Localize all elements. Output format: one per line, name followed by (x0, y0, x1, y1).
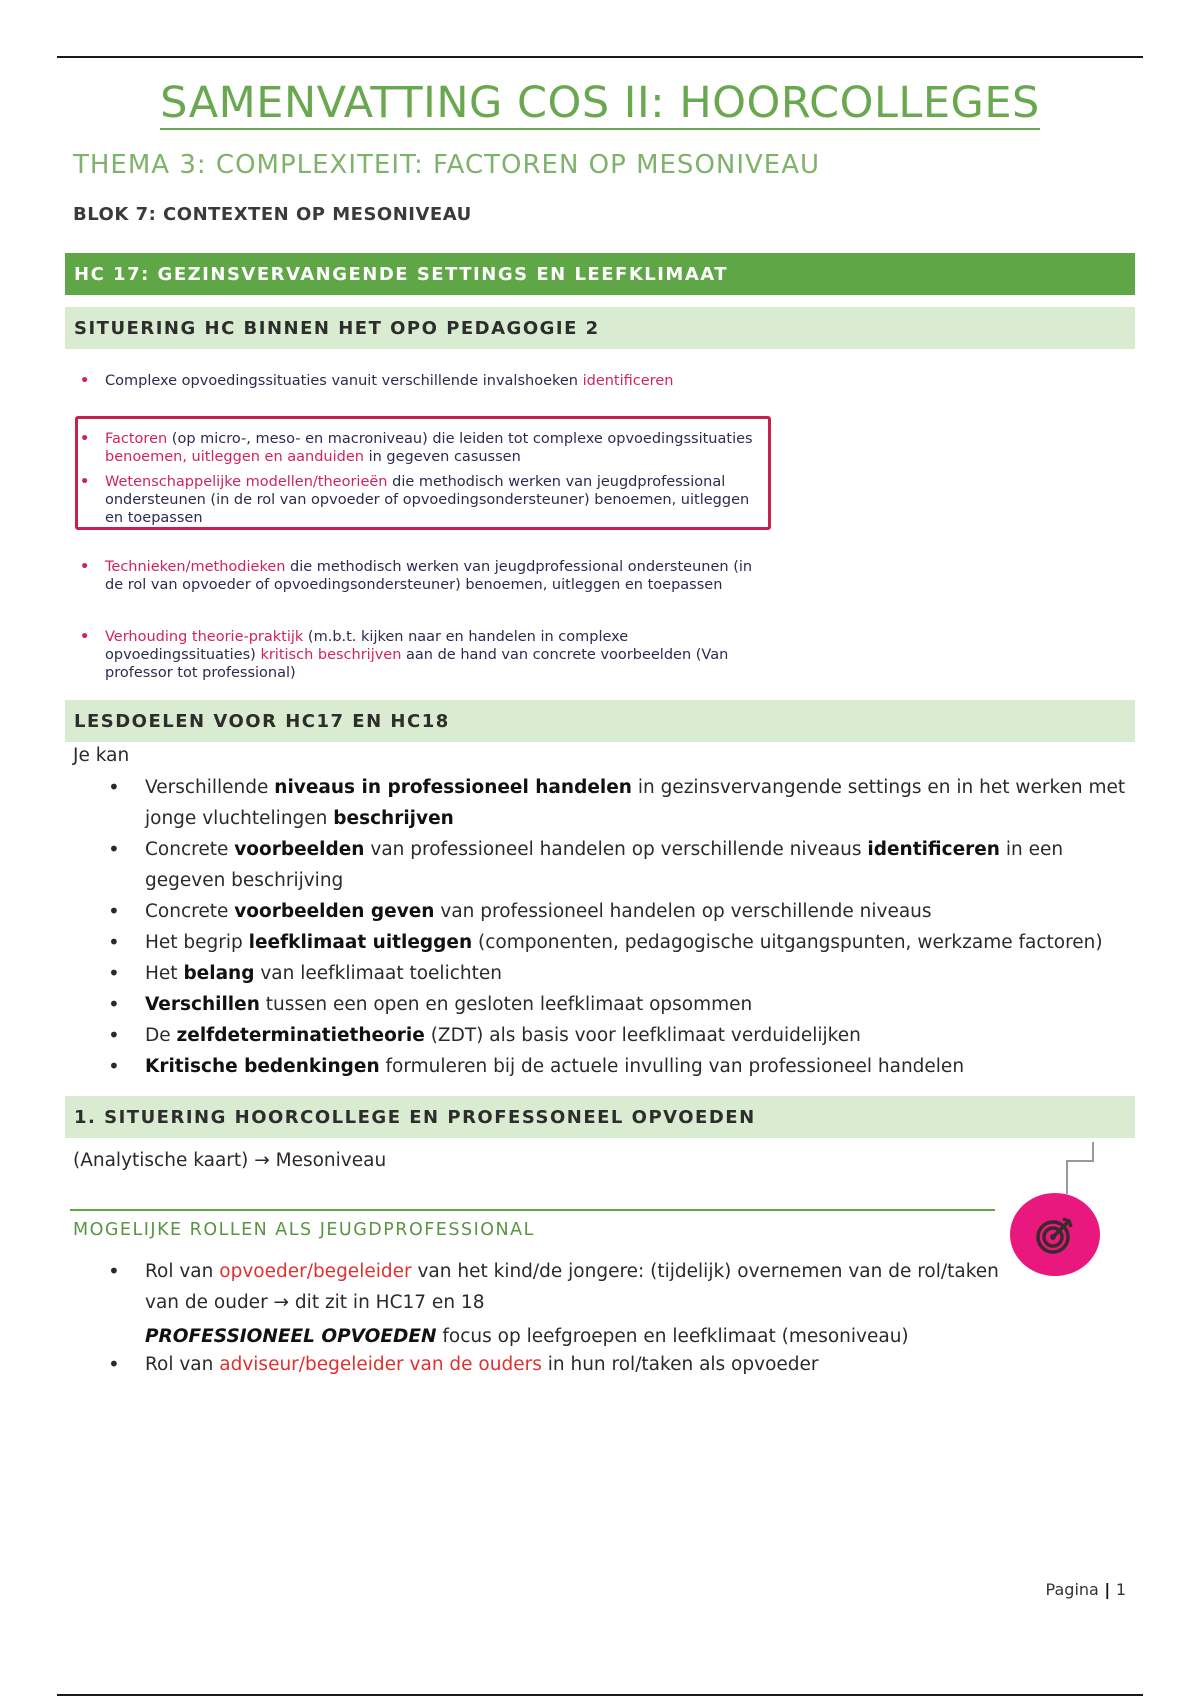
connector-line (1066, 1160, 1094, 1162)
thema-heading: THEMA 3: COMPLEXITEIT: FACTOREN OP MESONIVEAU (73, 150, 821, 180)
target-icon (1010, 1193, 1100, 1276)
rollen-list (100, 1256, 1000, 1318)
lesdoelen-header: LESDOELEN VOOR HC17 EN HC18 (65, 700, 1135, 742)
list-item: • Verschillende niveaus in professioneel handelen in gezinsvervangende settings en in het werken met jonge vluchtelingen beschrijven (100, 772, 1130, 834)
lesdoelen-list (100, 772, 1130, 1082)
top-rule (57, 56, 1143, 58)
situering-header: SITUERING HC BINNEN HET OPO PEDAGOGIE 2 (65, 307, 1135, 349)
situering-item-4: • Technieken/methodieken die methodisch werken van jeugdprofessional ondersteunen (in de rol van opvoeder of opvoedingsondersteuner) benoemen, uitleggen en toepassen (80, 559, 753, 593)
list-item: • Rol van adviseur/begeleider van de ouders in hun rol/taken als opvoeder (100, 1349, 1000, 1380)
connector-line (1092, 1142, 1094, 1160)
divider-line (70, 1209, 995, 1211)
list-item: • De zelfdeterminatietheorie (ZDT) als basis voor leefklimaat verduidelijken (100, 1020, 1130, 1051)
situering-item-3: • Wetenschappelijke modellen/theorieën die methodisch werken van jeugdprofessional ondersteunen (in de rol van opvoeder of opvoedingsondersteuner) benoemen, uitleggen en toepassen (80, 474, 750, 526)
list-item: • Verschillen tussen een open en gesloten leefklimaat opsommen (100, 989, 1130, 1020)
blok-heading: BLOK 7: CONTEXTEN OP MESONIVEAU (73, 204, 472, 225)
situering-item-2: • Factoren (op micro-, meso- en macroniveau) die leiden tot complexe opvoedingssituaties benoemen, uitleggen en aanduiden in gegeven casussen (80, 431, 753, 465)
section1-header: 1. SITUERING HOORCOLLEGE EN PROFESSONEEL OPVOEDEN (65, 1096, 1135, 1138)
target-icon-svg (1033, 1213, 1077, 1257)
rollen-heading: MOGELIJKE ROLLEN ALS JEUGDPROFESSIONAL (73, 1220, 535, 1240)
hc17-header: HC 17: GEZINSVERVANGENDE SETTINGS EN LEEFKLIMAAT (65, 253, 1135, 295)
list-item: • Het begrip leefklimaat uitleggen (componenten, pedagogische uitgangspunten, werkzame factoren) (100, 927, 1130, 958)
bottom-rule (57, 1694, 1143, 1696)
list-item: • Het belang van leefklimaat toelichten (100, 958, 1130, 989)
rollen-list-2 (100, 1349, 1000, 1380)
section1-line: (Analytische kaart) → Mesoniveau (73, 1150, 387, 1171)
page-number: Pagina | 1 (1045, 1580, 1126, 1599)
document-title: SAMENVATTING COS II: HOORCOLLEGES (160, 78, 1040, 128)
list-item: • Concrete voorbeelden van professioneel handelen op verschillende niveaus identificeren in een gegeven beschrijving (100, 834, 1130, 896)
lesdoelen-intro: Je kan (73, 745, 130, 766)
rollen-sub: PROFESSIONEEL OPVOEDEN focus op leefgroepen en leefklimaat (mesoniveau) (145, 1326, 909, 1347)
situering-item-5: • Verhouding theorie-praktijk (m.b.t. kijken naar en handelen in complexe opvoedingssituaties) kritisch beschrijven aan de hand van concrete voorbeelden (Van professor tot professional) (80, 629, 729, 681)
list-item: • Kritische bedenkingen formuleren bij de actuele invulling van professioneel handelen (100, 1051, 1130, 1082)
connector-line (1066, 1160, 1068, 1194)
list-item: • Rol van opvoeder/begeleider van het kind/de jongere: (tijdelijk) overnemen van de rol/taken van de ouder → dit zit in HC17 en 18 (100, 1256, 1000, 1318)
situering-item-1: • Complexe opvoedingssituaties vanuit verschillende invalshoeken identificeren (80, 373, 674, 389)
list-item: • Concrete voorbeelden geven van professioneel handelen op verschillende niveaus (100, 896, 1130, 927)
